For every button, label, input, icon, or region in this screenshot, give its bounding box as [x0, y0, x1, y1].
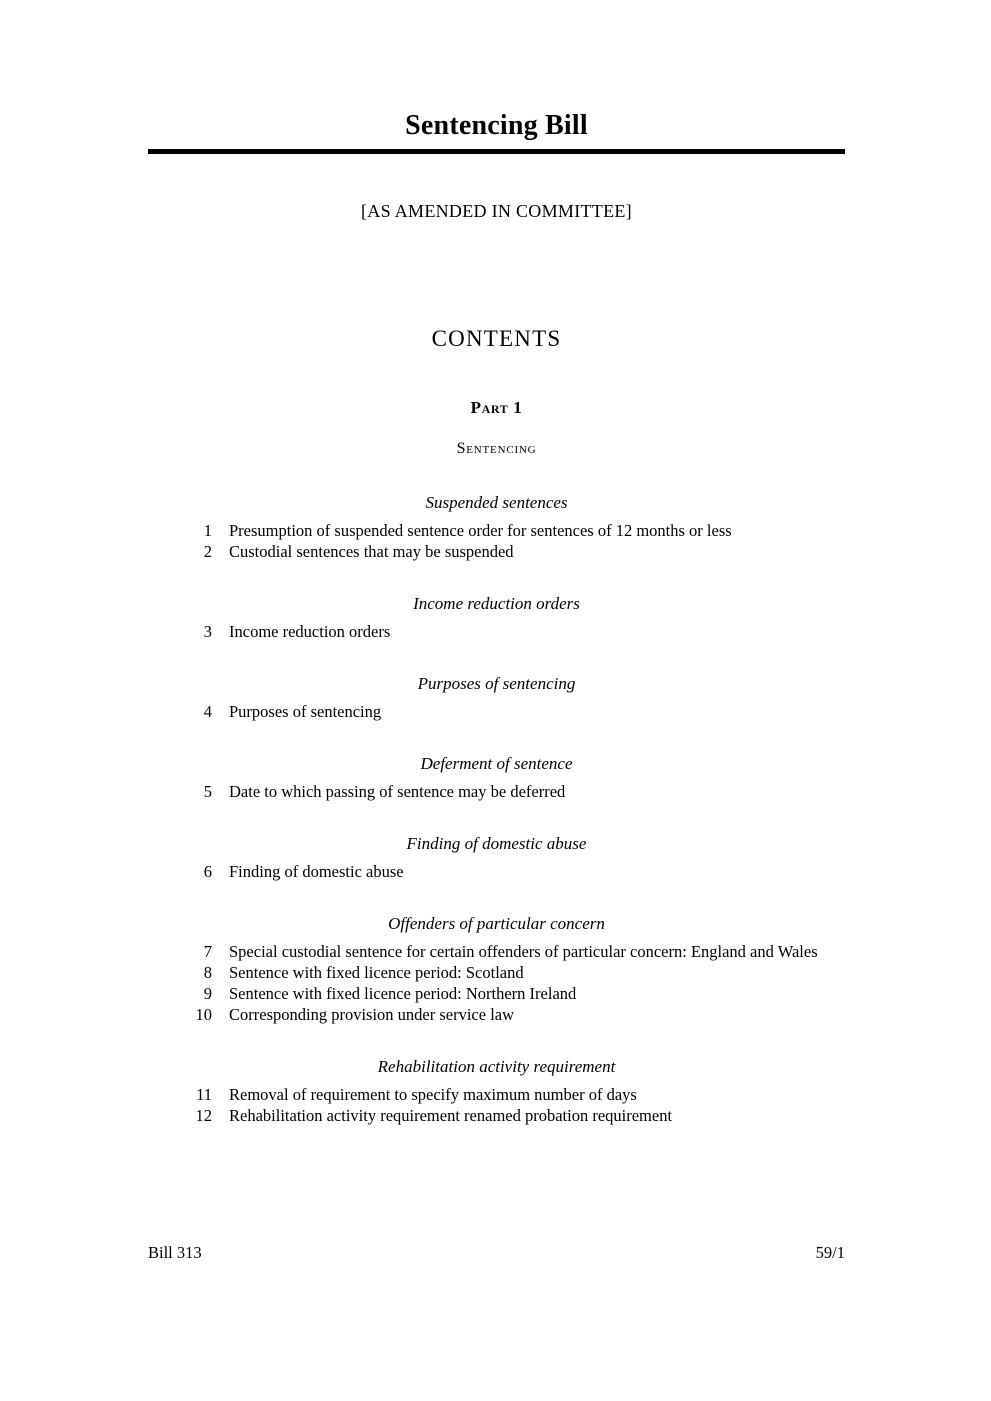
- session-number: 59/1: [815, 1243, 845, 1262]
- toc-item: [148, 941, 845, 962]
- section-items: [148, 701, 845, 722]
- toc-item-number: 1: [203, 521, 212, 540]
- toc-item-number: 3: [203, 622, 212, 641]
- section-items: [148, 781, 845, 802]
- toc-item: [148, 1105, 845, 1126]
- section-heading-income-reduction-orders: Income reduction orders: [413, 594, 580, 613]
- toc-item-text: Income reduction orders: [229, 622, 391, 641]
- page-title: Sentencing Bill: [405, 110, 588, 141]
- toc-item-text: Custodial sentences that may be suspended: [229, 542, 514, 561]
- toc-item-number: 9: [203, 984, 212, 1003]
- page-content: [148, 0, 845, 1126]
- section-heading-finding-of-domestic-abuse: Finding of domestic abuse: [406, 834, 587, 853]
- toc-item-text: Sentence with fixed licence period: Scotland: [229, 963, 524, 982]
- section-heading-rehabilitation-activity-requirement: Rehabilitation activity requirement: [377, 1057, 616, 1076]
- toc-item-text: Corresponding provision under service law: [229, 1005, 515, 1024]
- section-items: [148, 941, 845, 1025]
- toc-item-text: Purposes of sentencing: [229, 702, 382, 721]
- section-heading-deferment-of-sentence: Deferment of sentence: [420, 754, 573, 773]
- toc-item-number: 5: [203, 782, 212, 801]
- toc-item-text: Finding of domestic abuse: [229, 862, 404, 881]
- toc-item-number: 2: [203, 542, 212, 561]
- toc-item: [148, 1004, 845, 1025]
- toc-item-text: Presumption of suspended sentence order for sentences of 12 months or less: [229, 521, 732, 540]
- section-heading-offenders-of-particular-concern: Offenders of particular concern: [388, 914, 605, 933]
- section-heading-purposes-of-sentencing: Purposes of sentencing: [417, 674, 576, 693]
- part-subtitle: Sentencing: [456, 440, 537, 457]
- toc-item-text: Date to which passing of sentence may be deferred: [229, 782, 566, 801]
- bill-number: Bill 313: [148, 1243, 202, 1262]
- section-items: [148, 520, 845, 562]
- toc-item: [148, 621, 845, 642]
- toc-item-number: 6: [203, 862, 212, 881]
- toc-item-text: Rehabilitation activity requirement renamed probation requirement: [229, 1106, 673, 1125]
- toc-item: [148, 1084, 845, 1105]
- toc-item: [148, 983, 845, 1004]
- toc-item-number: 4: [203, 702, 212, 721]
- toc-item: [148, 962, 845, 983]
- toc-item-number: 10: [195, 1005, 212, 1024]
- toc-item-number: 7: [203, 942, 212, 961]
- amendment-note: [AS AMENDED IN COMMITTEE]: [361, 201, 632, 221]
- toc-item: [148, 541, 845, 562]
- contents-heading: CONTENTS: [431, 326, 562, 351]
- toc-item-text: Special custodial sentence for certain offenders of particular concern: England and Wales: [229, 942, 818, 961]
- toc-item: [148, 861, 845, 882]
- section-items: [148, 861, 845, 882]
- section-items: [148, 1084, 845, 1126]
- toc-item-number: 12: [195, 1106, 212, 1125]
- toc-item-text: Sentence with fixed licence period: Northern Ireland: [229, 984, 577, 1003]
- toc-item: [148, 701, 845, 722]
- toc-item-text: Removal of requirement to specify maximum number of days: [229, 1085, 637, 1104]
- title-double-rule: [148, 149, 845, 154]
- toc-item-number: 8: [203, 963, 212, 982]
- part-label: Part 1: [470, 398, 523, 417]
- section-heading-suspended-sentences: Suspended sentences: [425, 493, 568, 512]
- section-items: [148, 621, 845, 642]
- toc-item: [148, 520, 845, 541]
- toc-item: [148, 781, 845, 802]
- page-footer: [148, 1243, 845, 1263]
- toc-item-number: 11: [196, 1085, 212, 1104]
